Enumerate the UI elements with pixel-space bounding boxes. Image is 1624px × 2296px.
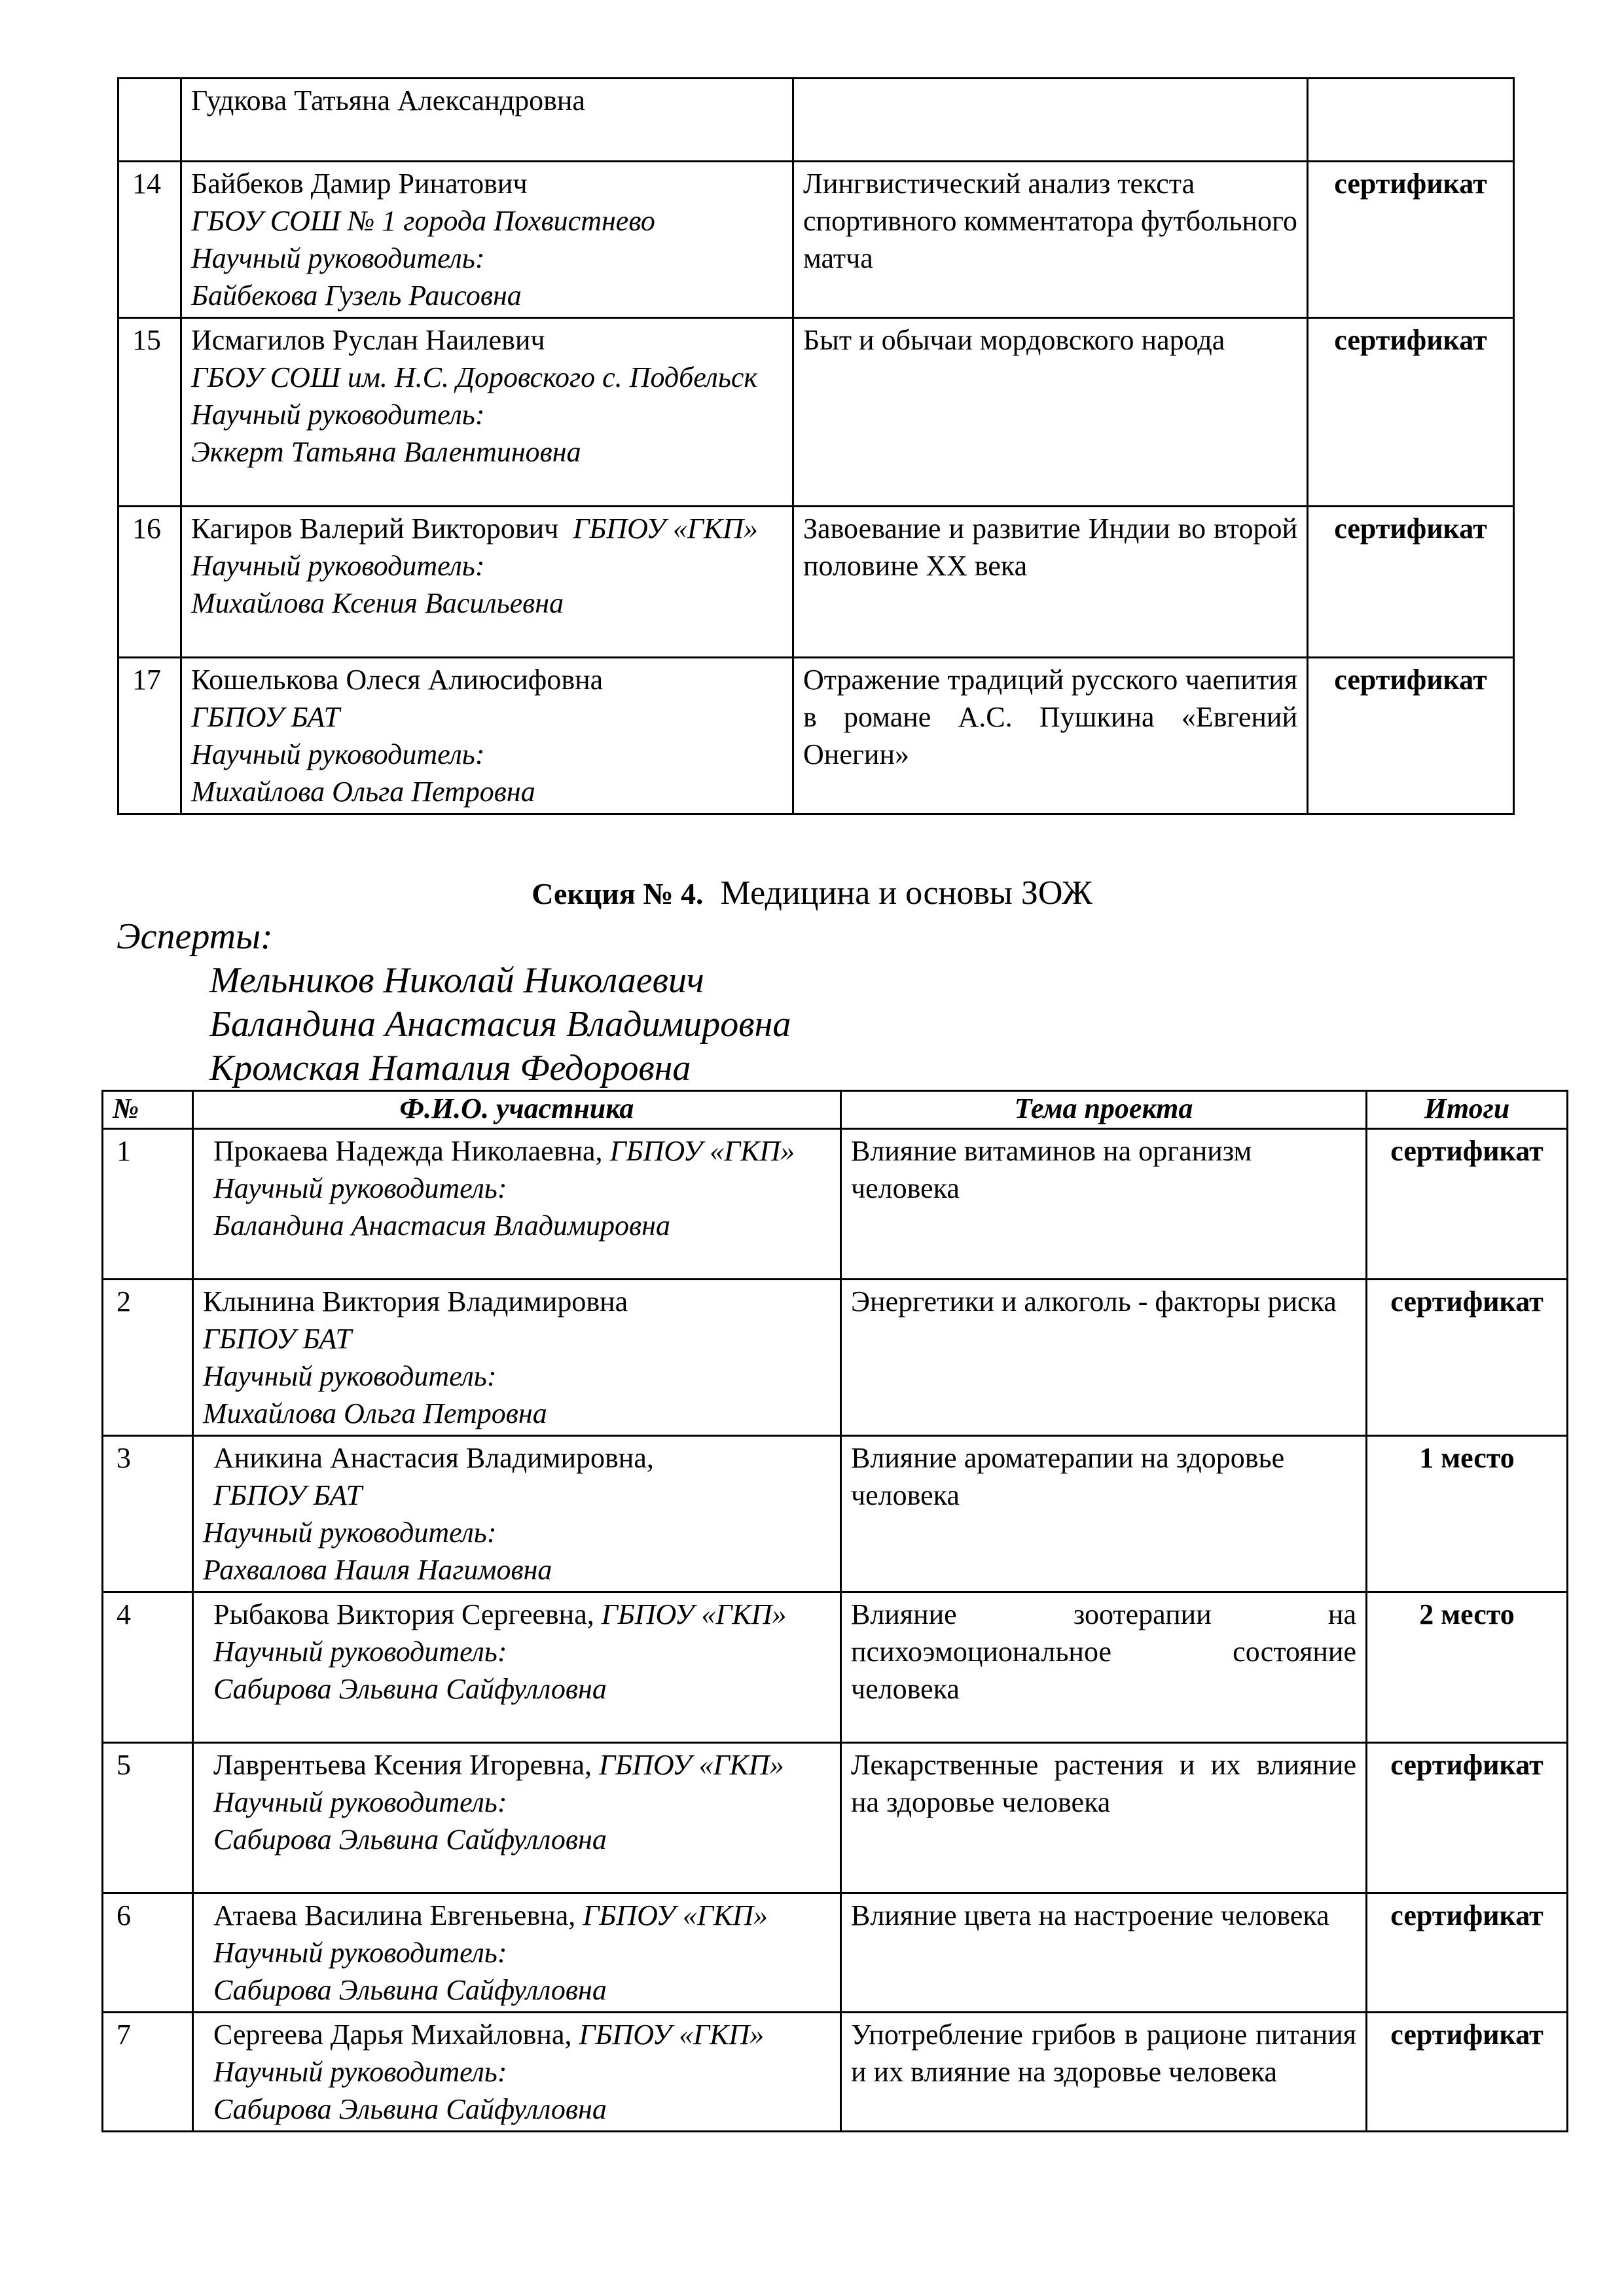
advisor-label: Научный руководитель: [203,1516,497,1549]
result-cell: сертификат [1367,2013,1568,2132]
participant-name: Аникина Анастасия Владимировна, [213,1442,654,1474]
result-cell: сертификат [1367,1743,1568,1893]
participant-cell [181,79,793,162]
topic-cell: Энергетики и алкоголь - факторы риска [841,1280,1367,1436]
participant-name: Клынина Виктория Владимировна [203,1285,628,1318]
advisor-label: Научный руководитель: [203,1360,497,1392]
section-name: Медицина и основы ЗОЖ [720,874,1092,912]
row-number: 2 [103,1280,193,1436]
table-row [103,1743,1568,1893]
header-topic: Тема проекта [841,1091,1367,1129]
table-row [103,2013,1568,2132]
participant-cell [193,1743,841,1893]
participant-cell [181,658,793,814]
participant-school: ГБПОУ «ГКП» [583,1899,768,1931]
participant-school: ГБПОУ «ГКП» [601,1598,787,1630]
participant-school: ГБПОУ «ГКП» [579,2018,765,2051]
result-cell: сертификат [1367,1893,1568,2013]
table-row [103,1592,1568,1743]
advisor-label: Научный руководитель: [213,1786,507,1818]
expert-name: Баландина Анастасия Владимировна [209,1004,791,1045]
topic-cell [793,79,1308,162]
participant-school: ГБОУ СОШ им. Н.С. Доровского с. Подбельск [191,361,758,393]
participant-name: Кагиров Валерий Викторович [191,512,559,545]
topic-cell: Лекарственные растения и их влияние на здоровье человека [841,1743,1367,1893]
expert-name: Кромская Наталия Федоровна [209,1048,691,1088]
participant-school: ГБПОУ «ГКП» [599,1749,784,1781]
advisor-label: Научный руководитель: [213,1937,507,1969]
table-row [118,162,1514,318]
topic-cell: Влияние ароматерапии на здоровье человека [841,1436,1367,1592]
advisor-name: Михайлова Ольга Петровна [191,776,535,808]
table-row [103,1436,1568,1592]
participant-school: ГБПОУ БАТ [191,701,340,733]
advisor-name: Сабирова Эльвина Сайфулловна [213,1823,607,1856]
result-cell: сертификат [1367,1129,1568,1280]
participant-name: Байбеков Дамир Ринатович [191,168,528,200]
expert-name: Мельников Николай Николаевич [209,960,704,1001]
participant-cell [193,1436,841,1592]
participant-cell [193,1893,841,2013]
participant-cell [181,318,793,507]
row-number: 1 [103,1129,193,1280]
results-table-section-4 [101,1090,1568,2132]
advisor-name: Баландина Анастасия Владимировна [213,1210,670,1242]
advisor-name: Эккерт Татьяна Валентиновна [191,436,581,468]
result-cell: сертификат [1308,658,1514,814]
topic-cell: Завоевание и развитие Индии во второй половине XX века [793,507,1308,658]
participant-school: ГБПОУ БАТ [213,1479,363,1511]
participant-school: ГБПОУ БАТ [203,1323,352,1355]
advisor-name: Сабирова Эльвина Сайфулловна [213,1673,607,1705]
experts-label: Эсперты: [117,916,273,957]
table-row [118,507,1514,658]
advisor-label: Научный руководитель: [191,399,485,431]
table-row [118,318,1514,507]
advisor-label: Научный руководитель: [191,550,485,582]
result-cell: сертификат [1367,1280,1568,1436]
participant-name: Сергеева Дарья Михайловна, [213,2018,572,2051]
advisor-name: Байбекова Гузель Раисовна [191,279,522,312]
row-number: 7 [103,2013,193,2132]
header-number: № [103,1091,193,1129]
table-row [103,1280,1568,1436]
header-result: Итоги [1367,1091,1568,1129]
row-number: 14 [118,162,181,318]
advisor-name: Рахвалова Наиля Нагимовна [203,1554,552,1586]
participant-name: Атаева Василина Евгеньевна, [213,1899,576,1931]
table-row [103,1129,1568,1280]
participant-school: ГБПОУ «ГКП» [573,512,758,545]
participant-cell [181,162,793,318]
topic-cell: Быт и обычаи мордовского народа [793,318,1308,507]
advisor-name: Михайлова Ольга Петровна [203,1397,547,1429]
row-number: 17 [118,658,181,814]
section-title [0,870,1624,917]
table-row [103,1893,1568,2013]
advisor-name: Сабирова Эльвина Сайфулловна [213,2093,607,2125]
row-number: 3 [103,1436,193,1592]
results-table-continued [117,77,1515,815]
participant-school: ГБОУ СОШ № 1 города Похвистнево [191,205,655,237]
topic-cell: Влияние витаминов на организм человека [841,1129,1367,1280]
participant-cell [193,1280,841,1436]
table-row [118,79,1514,162]
topic-cell: Влияние зоотерапии на психоэмоциональное состояние человека [841,1592,1367,1743]
advisor-label: Научный руководитель: [191,242,485,274]
participant-cell [181,507,793,658]
advisor-name: Сабирова Эльвина Сайфулловна [213,1974,607,2006]
row-number: 4 [103,1592,193,1743]
advisor-label: Научный руководитель: [213,1172,507,1204]
row-number: 6 [103,1893,193,2013]
result-cell [1308,79,1514,162]
result-cell: 1 место [1367,1436,1568,1592]
topic-cell: Лингвистический анализ текста спортивного комментатора футбольного матча [793,162,1308,318]
participant-name: Рыбакова Виктория Сергеевна, [213,1598,594,1630]
experts-block [117,915,791,1090]
participant-cell [193,1129,841,1280]
table-row [118,658,1514,814]
participant-name: Гудкова Татьяна Александровна [191,84,585,117]
participant-name: Исмагилов Руслан Наилевич [191,324,545,356]
advisor-label: Научный руководитель: [213,2056,507,2088]
header-participant: Ф.И.О. участника [193,1091,841,1129]
participant-cell [193,2013,841,2132]
participant-name: Кошелькова Олеся Алиюсифовна [191,664,604,696]
topic-cell: Употребление грибов в рационе питания и их влияние на здоровье человека [841,2013,1367,2132]
table-header-row [103,1091,1568,1129]
topic-cell: Отражение традиций русского чаепития в романе А.С. Пушкина «Евгений Онегин» [793,658,1308,814]
participant-name: Прокаева Надежда Николаевна, [213,1135,603,1167]
result-cell: сертификат [1308,162,1514,318]
row-number: 16 [118,507,181,658]
result-cell: сертификат [1308,318,1514,507]
participant-name: Лаврентьева Ксения Игоревна, [213,1749,592,1781]
participant-cell [193,1592,841,1743]
section-label: Секция № 4. [532,877,704,910]
advisor-label: Научный руководитель: [191,738,485,770]
advisor-label: Научный руководитель: [213,1636,507,1668]
row-number: 15 [118,318,181,507]
row-number: 5 [103,1743,193,1893]
result-cell: 2 место [1367,1592,1568,1743]
row-number [118,79,181,162]
topic-cell: Влияние цвета на настроение человека [841,1893,1367,2013]
result-cell: сертификат [1308,507,1514,658]
advisor-name: Михайлова Ксения Васильевна [191,587,564,619]
participant-school: ГБПОУ «ГКП» [609,1135,795,1167]
